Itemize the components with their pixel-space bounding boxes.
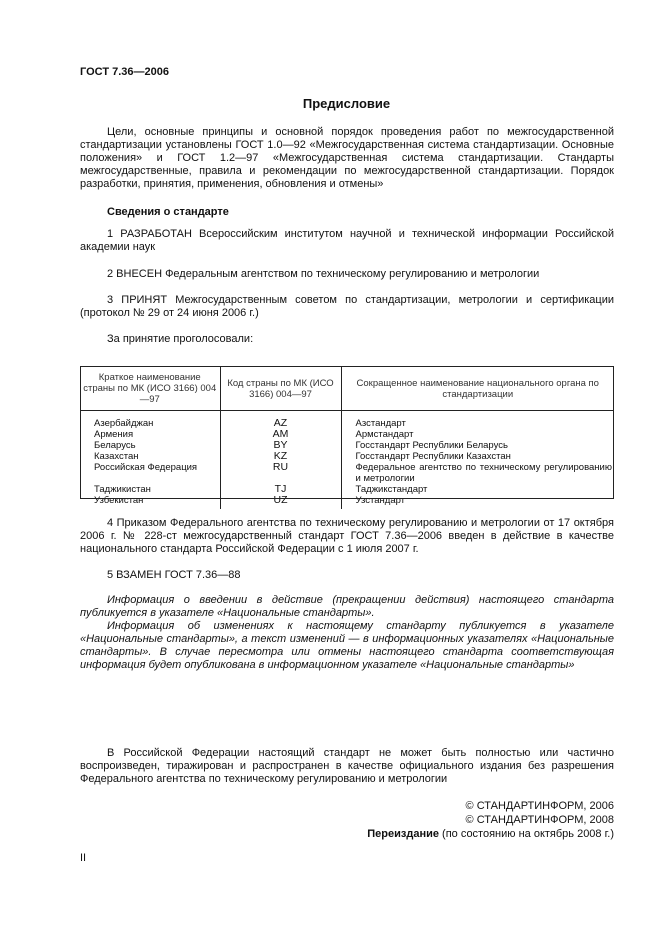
item-3: 3 ПРИНЯТ Межгосударственным советом по стандартизации, метрологии и сертификации (протокол № 29 от 24 июня 2006 г.)	[80, 294, 614, 319]
table-cell-code: AM	[220, 429, 341, 440]
item-1: 1 РАЗРАБОТАН Всероссийским институтом научной и технической информации Российской академии наук	[80, 228, 614, 253]
table-header-country: Краткое наименование страны по МК (ИСО 3166) 004—97	[80, 366, 220, 411]
table-cell-code: TJ	[220, 484, 341, 495]
table-cell-country: Беларусь	[94, 440, 136, 451]
table-row	[80, 462, 614, 484]
page-number: II	[80, 852, 87, 864]
table-row	[80, 429, 614, 440]
table-cell-country: Азербайджан	[94, 418, 154, 429]
table-cell-body: Армстандарт	[341, 429, 614, 440]
table-cell-country: Таджикистан	[94, 484, 151, 495]
table-header-body: Сокращенное наименование национального органа по стандартизации	[341, 366, 614, 411]
table-cell-body: Федеральное агентство по техническому регулированию и метрологии	[341, 462, 614, 484]
table-cell-code: BY	[220, 440, 341, 451]
table-cell-body: Таджикстандарт	[341, 484, 614, 495]
table-row	[80, 440, 614, 451]
copyright-2008: © СТАНДАРТИНФОРМ, 2008	[465, 814, 614, 826]
table-row	[80, 411, 614, 430]
table-cell-body: Узстандарт	[341, 495, 614, 509]
info-paragraph-1: Информация о введении в действие (прекращении действия) настоящего стандарта публикуется в указателе «Национальные стандарты».	[80, 594, 614, 619]
page-header: ГОСТ 7.36—2006	[80, 66, 169, 78]
table-header-code: Код страны по МК (ИСО 3166) 004—97	[220, 366, 341, 411]
table-row	[80, 495, 614, 509]
table-cell-country: Узбекистан	[94, 495, 144, 506]
table-cell-code: AZ	[220, 411, 341, 430]
reprint-line	[367, 828, 614, 841]
intro-paragraph: Цели, основные принципы и основной порядок проведения работ по межгосударственной стандартизации установлены ГОСТ 1.0—92 «Межгосударственная система стандартизации. Основные положения» и ГОСТ 1.2—97 «Межгосударственная система стандартизации. Стандарты межгосударственные, правила и рекомендации по межгосударственной стандартизации. Порядок разработки, принятия, применения, обновления и отмены»	[80, 126, 614, 190]
table-row	[80, 451, 614, 462]
item-2: 2 ВНЕСЕН Федеральным агентством по техническому регулированию и метрологии	[107, 268, 540, 280]
reproduction-notice: В Российской Федерации настоящий стандарт не может быть полностью или частично воспроизведен, тиражирован и распространен в качестве официального издания без разрешения Федерального агентства по техническому регулированию и метрологии	[80, 747, 614, 785]
table-cell-code: KZ	[220, 451, 341, 462]
info-paragraph-2: Информация об изменениях к настоящему стандарту публикуется в указателе «Национальные стандарты», а текст изменений — в информационных указателях «Национальные стандарты». В случае пересмотра или отмены настоящего стандарта соответствующая информация будет опубликована в информационном указателе «Национальные стандарты»	[80, 620, 614, 671]
table-cell-country: Армения	[94, 429, 134, 440]
item-4: 4 Приказом Федерального агентства по техническому регулированию и метрологии от 17 октября 2006 г. № 228-ст межгосударственный стандарт ГОСТ 7.36—2006 введен в действие в качестве национального стандарта Российской Федерации с 1 июля 2007 г.	[80, 517, 614, 555]
table-cell-body: Госстандарт Республики Беларусь	[341, 440, 614, 451]
copyright-2006: © СТАНДАРТИНФОРМ, 2006	[465, 800, 614, 812]
table-header-row	[80, 366, 614, 411]
table-cell-country: Российская Федерация	[94, 462, 198, 473]
item-5: 5 ВЗАМЕН ГОСТ 7.36—88	[107, 569, 241, 581]
section-title: Сведения о стандарте	[107, 206, 229, 218]
table-row	[80, 484, 614, 495]
voting-table	[80, 366, 614, 509]
reprint-note: (по состоянию на октябрь 2008 г.)	[438, 828, 614, 840]
reprint-label: Переиздание	[367, 828, 439, 840]
table-cell-code: UZ	[220, 495, 341, 509]
table-cell-body: Азстандарт	[341, 411, 614, 430]
table-cell-code: RU	[220, 462, 341, 484]
table-cell-body: Госстандарт Республики Казахстан	[341, 451, 614, 462]
vote-intro: За принятие проголосовали:	[107, 333, 254, 345]
table-cell-country: Казахстан	[94, 451, 139, 462]
page-title: Предисловие	[302, 96, 391, 111]
